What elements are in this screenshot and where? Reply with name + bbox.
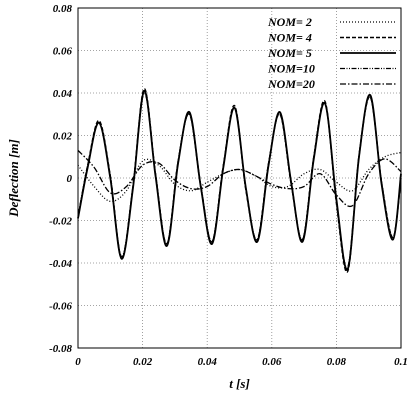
x-tick-label: 0.04 <box>197 356 217 368</box>
y-tick-label: -0.04 <box>49 258 72 270</box>
x-tick-label: 0.08 <box>326 356 347 368</box>
series-line-4 <box>78 93 401 268</box>
x-tick-label: 0.1 <box>394 356 408 368</box>
legend-label: NOM=10 <box>268 61 315 76</box>
y-tick-label: -0.06 <box>49 300 72 313</box>
y-tick-label: -0.08 <box>49 343 72 355</box>
y-axis-label: Deflection [m] <box>6 139 21 217</box>
legend-label: NOM=20 <box>268 77 315 91</box>
legend <box>267 15 396 91</box>
series-line-3 <box>78 91 401 270</box>
series-layer <box>78 89 401 273</box>
series-line-5 <box>78 150 401 206</box>
legend-label: NOM= 5 <box>268 46 312 60</box>
grid-lines <box>78 8 401 348</box>
x-tick-label: 0 <box>75 356 81 368</box>
x-tick-label: 0.06 <box>262 356 282 368</box>
y-tick-label: 0.08 <box>52 3 72 15</box>
legend-label: NOM= 4 <box>268 30 312 45</box>
series-line-1 <box>78 153 401 202</box>
x-axis-label: t [s] <box>229 376 250 391</box>
tick-labels <box>49 3 408 368</box>
y-tick-label: 0.04 <box>52 88 72 100</box>
legend-label: NOM= 2 <box>268 15 312 29</box>
y-tick-label: 0 <box>66 173 72 185</box>
y-tick-label: -0.02 <box>49 215 72 228</box>
y-tick-label: 0.06 <box>52 45 72 58</box>
x-tick-label: 0.02 <box>132 356 153 368</box>
y-tick-label: 0.02 <box>52 130 72 143</box>
